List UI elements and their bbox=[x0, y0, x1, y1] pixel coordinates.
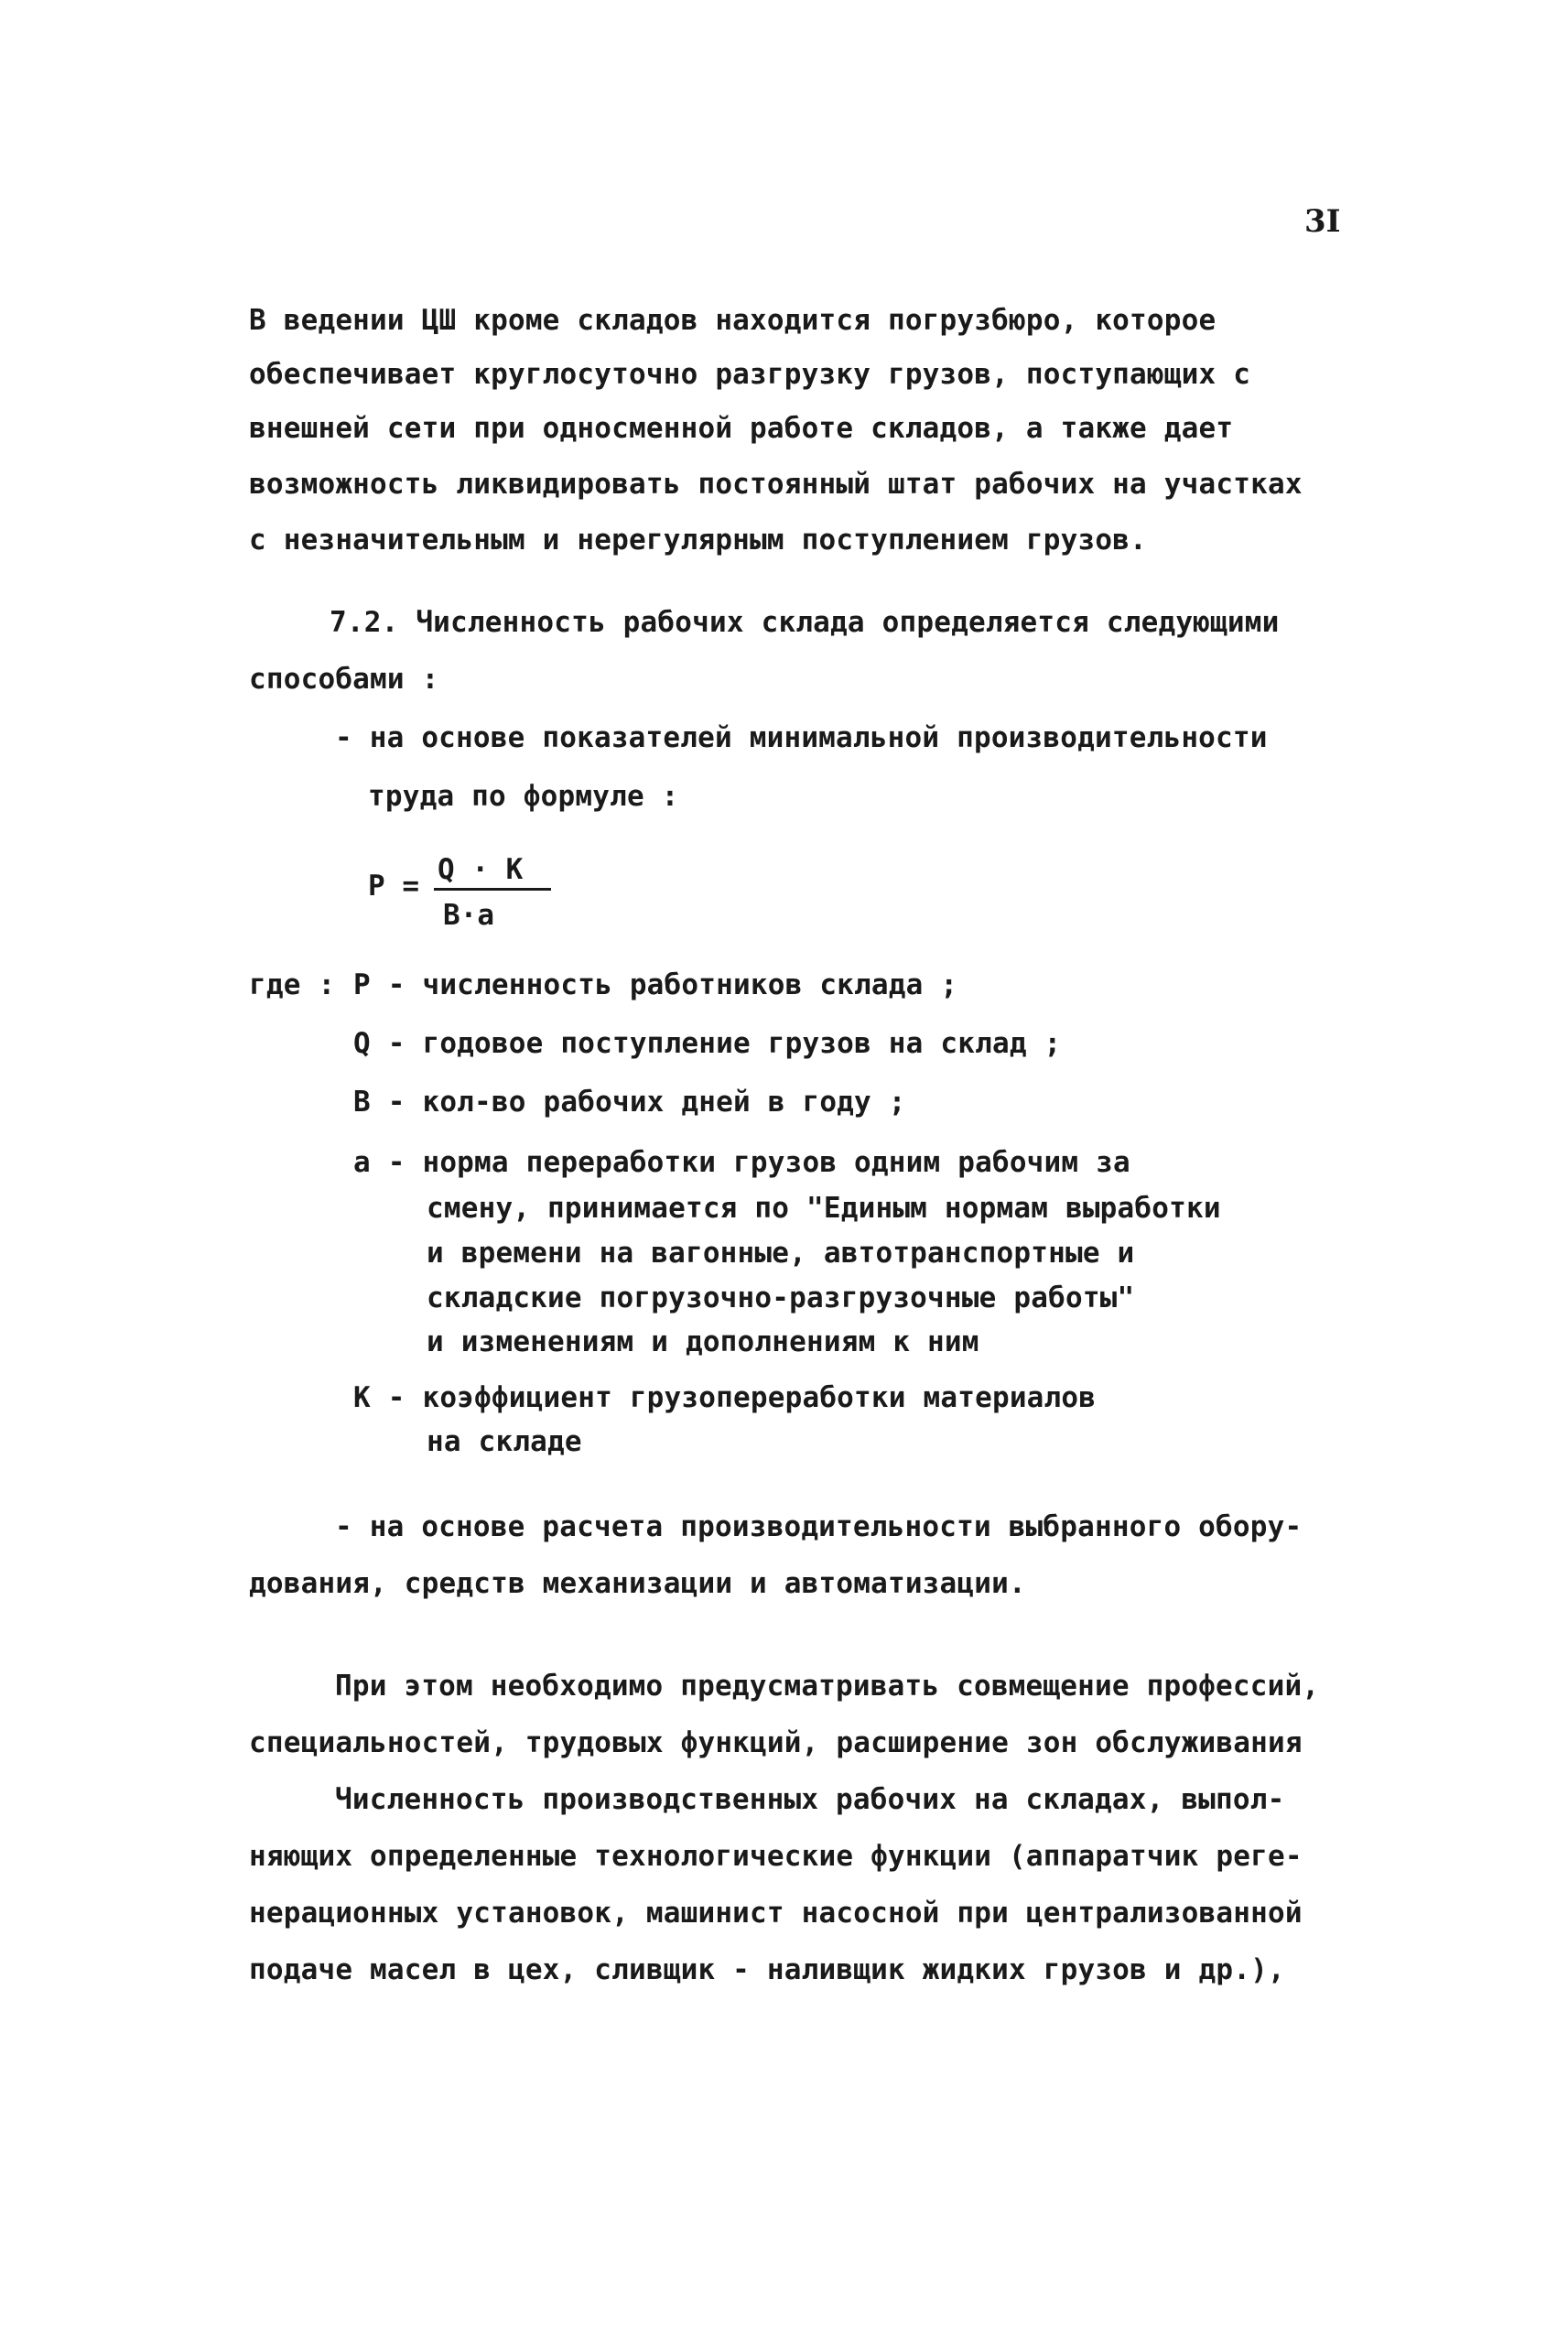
text-line: подаче масел в цех, сливщик - наливщик жидких грузов и др.), bbox=[249, 1953, 1285, 1986]
definition-line: и времени на вагонные, автотранспортные и bbox=[427, 1237, 1135, 1270]
list-item-line: труда по формуле : bbox=[368, 780, 679, 813]
formula-lhs: Р = bbox=[368, 870, 419, 903]
formula bbox=[368, 851, 606, 952]
definition-line: В - кол-во рабочих дней в году ; bbox=[353, 1086, 906, 1119]
definition-line: смену, принимается по "Единым нормам выработки bbox=[427, 1192, 1221, 1225]
list-item-line: дования, средств механизации и автоматизации. bbox=[249, 1567, 1026, 1600]
text-line: возможность ликвидировать постоянный штат рабочих на участках bbox=[249, 468, 1303, 501]
list-item-line: - на основе расчета производительности выбранного обору- bbox=[335, 1510, 1303, 1543]
text-line: способами : bbox=[249, 663, 439, 696]
section-heading-line: 7.2. Численность рабочих склада определяется следующими bbox=[330, 606, 1280, 639]
text-line: няющих определенные технологические функции (аппаратчик реге- bbox=[249, 1840, 1303, 1873]
text-line: специальностей, трудовых функций, расширение зон обслуживания bbox=[249, 1726, 1303, 1759]
text-line: При этом необходимо предусматривать совмещение профессий, bbox=[335, 1670, 1320, 1703]
definition-line: и изменениям и дополнениям к ним bbox=[427, 1325, 979, 1358]
text-line: с незначительным и нерегулярным поступлением грузов. bbox=[249, 524, 1147, 557]
formula-numerator: Q · К bbox=[438, 853, 524, 886]
page-number: 3I bbox=[1304, 203, 1341, 240]
text-line: В ведении ЦШ кроме складов находится погрузбюро, которое bbox=[249, 304, 1217, 337]
text-line: внешней сети при односменной работе складов, а также дает bbox=[249, 412, 1234, 445]
definition-line: К - коэффициент грузопереработки материалов bbox=[353, 1381, 1097, 1414]
definition-line: Q - годовое поступление грузов на склад ; bbox=[353, 1027, 1062, 1060]
definition-line: а - норма переработки грузов одним рабочим за bbox=[353, 1146, 1130, 1179]
text-line: обеспечивает круглосуточно разгрузку грузов, поступающих с bbox=[249, 358, 1251, 391]
text-line: Численность производственных рабочих на складах, выпол- bbox=[335, 1783, 1285, 1816]
where-label: где : bbox=[249, 968, 336, 1001]
definition-line: складские погрузочно-разгрузочные работы" bbox=[427, 1281, 1135, 1314]
definition-line: Р - численность работников склада ; bbox=[353, 968, 958, 1001]
list-item-line: - на основе показателей минимальной производительности bbox=[335, 721, 1268, 754]
formula-denominator: В·а bbox=[443, 899, 494, 932]
definition-line: на складе bbox=[427, 1425, 582, 1458]
text-line: нерационных установок, машинист насосной при централизованной bbox=[249, 1897, 1303, 1930]
fraction-bar bbox=[434, 888, 551, 891]
